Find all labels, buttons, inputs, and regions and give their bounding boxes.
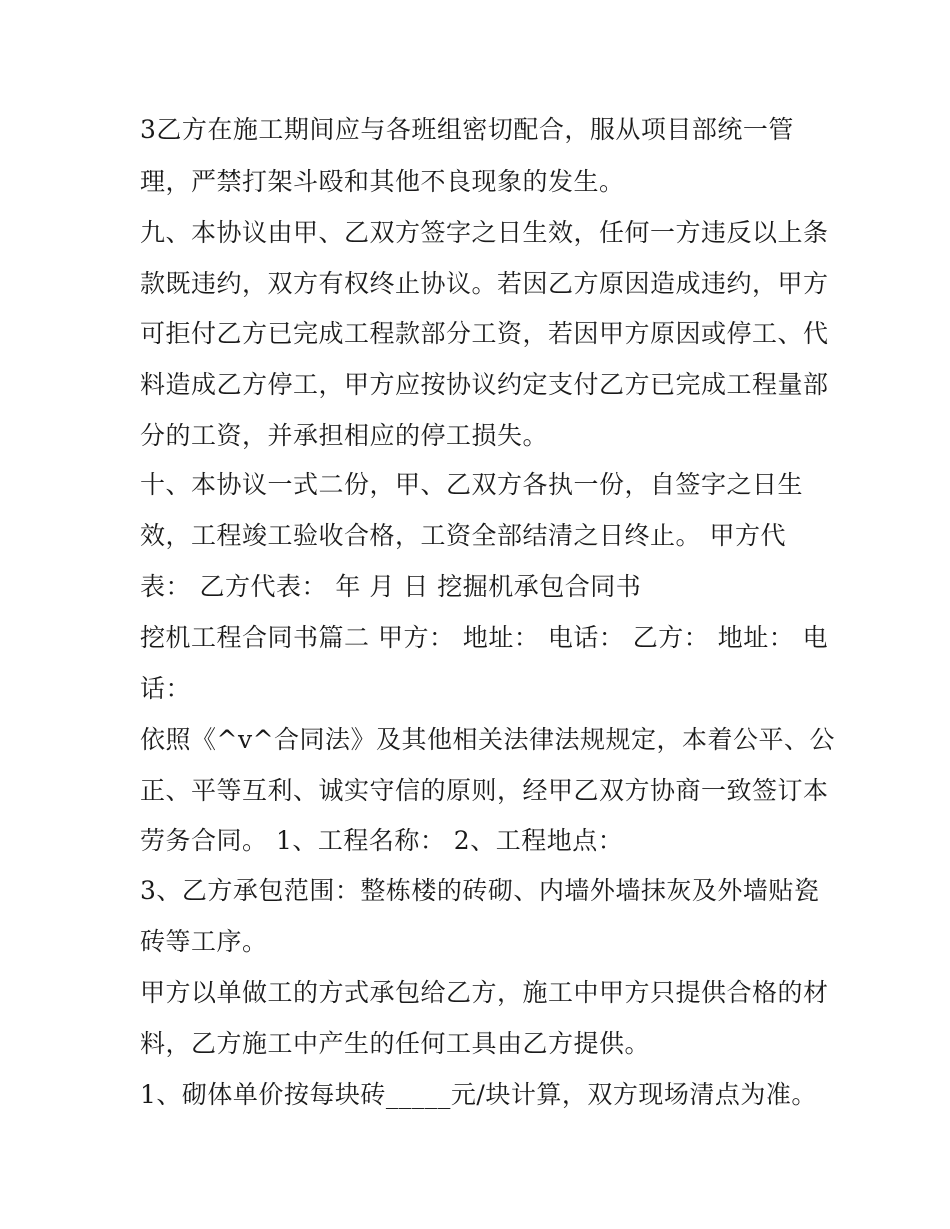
text-line: 款既违约，双方有权终止协议。若因乙方原因造成违约，甲方 [140, 269, 829, 298]
text-line: 十、本协议一式二份，甲、乙双方各执一份，自签字之日生 [140, 470, 804, 499]
text-line: 正、平等互利、诚实守信的原则，经甲乙双方协商一致签订本 [140, 776, 829, 805]
text-line: 可拒付乙方已完成工程款部分工资，若因甲方原因或停工、代 [140, 319, 829, 348]
text-line: 料造成乙方停工，甲方应按协议约定支付乙方已完成工程量部 [140, 370, 829, 399]
text-line: 1、砌体单价按每块砖_____元/块计算，双方现场清点为准。 [140, 1080, 817, 1109]
text-line: 表： 乙方代表： 年 月 日 挖掘机承包合同书 [140, 572, 642, 601]
text-line: 理，严禁打架斗殴和其他不良现象的发生。 [140, 167, 625, 196]
text-line: 效，工程竣工验收合格，工资全部结清之日终止。 甲方代 [140, 521, 786, 550]
text-line: 甲方以单做工的方式承包给乙方，施工中甲方只提供合格的材 [140, 978, 829, 1007]
text-line: 劳务合同。 1、工程名称： 2、工程地点： [140, 826, 624, 855]
text-line: 料，乙方施工中产生的任何工具由乙方提供。 [140, 1029, 651, 1058]
text-line: 3乙方在施工期间应与各班组密切配合，服从项目部统一管 [140, 115, 794, 144]
text-line: 分的工资，并承担相应的停工损失。 [140, 421, 549, 450]
text-line: 砖等工序。 [140, 927, 268, 956]
text-line: 九、本协议由甲、乙双方签字之日生效，任何一方违反以上条 [140, 218, 829, 247]
text-line: 依照《^v^合同法》及其他相关法律法规规定，本着公平、公 [140, 725, 836, 754]
text-line: 3、乙方承包范围：整栋楼的砖砌、内墙外墙抹灰及外墙贴瓷 [140, 876, 820, 905]
text-line: 话： [140, 674, 192, 703]
text-line: 挖机工程合同书篇二 甲方： 地址： 电话： 乙方： 地址： 电 [140, 623, 829, 652]
